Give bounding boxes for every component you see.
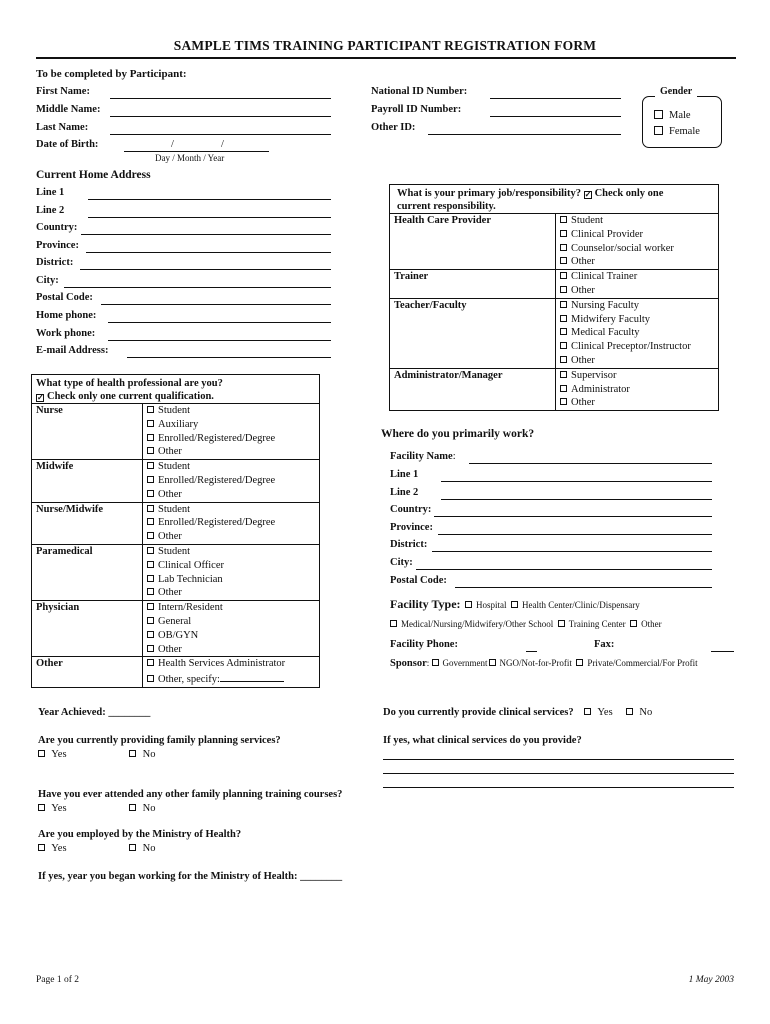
checkbox-icon[interactable]: [511, 601, 518, 608]
job-options: [556, 270, 719, 299]
job-option[interactable]: Counselor/social worker: [560, 242, 714, 256]
sponsor-row: Sponsor: Government NGO/Not-for-Profit Private/Commercial/For Profit: [390, 658, 698, 669]
job-option[interactable]: Administrator: [560, 383, 714, 397]
work-city-label: City:: [390, 557, 413, 568]
job-option[interactable]: Clinical Preceptor/Instructor: [560, 340, 714, 354]
job-question-cell: [390, 185, 719, 214]
gender-box: [642, 96, 722, 148]
checkbox-icon[interactable]: [560, 286, 567, 293]
hp-option[interactable]: Auxiliary: [147, 418, 315, 432]
hp-options: [143, 502, 320, 544]
hp-option[interactable]: Lab Technician: [147, 573, 315, 587]
district-field[interactable]: [80, 269, 331, 270]
checkbox-icon[interactable]: [147, 645, 154, 652]
checkbox-icon[interactable]: [147, 631, 154, 638]
country-label: Country:: [36, 222, 78, 233]
hp-option[interactable]: Enrolled/Registered/Degree: [147, 432, 315, 446]
hp-options: [143, 544, 320, 600]
hp-option[interactable]: Other: [147, 530, 315, 544]
checkbox-icon[interactable]: [147, 675, 154, 682]
checkbox-icon[interactable]: [147, 603, 154, 610]
facility-type-row: Facility Type: Hospital Health Center/Clinic/Dispensary: [390, 597, 640, 611]
job-row: [390, 214, 719, 270]
hp-category: Other: [32, 657, 143, 688]
hp-option[interactable]: Enrolled/Registered/Degree: [147, 516, 315, 530]
other-id-label: Other ID:: [371, 122, 416, 133]
hp-options: [143, 404, 320, 460]
checkbox-icon[interactable]: [432, 659, 439, 666]
facility-phone-field[interactable]: [526, 651, 537, 652]
checkbox-icon[interactable]: [129, 804, 136, 811]
job-options: [556, 368, 719, 410]
payroll-id-field[interactable]: [490, 116, 621, 117]
job-row: [390, 298, 719, 368]
address-line2-field[interactable]: [88, 217, 331, 218]
address-line1-label: Line 1: [36, 187, 65, 198]
checkbox-icon[interactable]: [584, 708, 591, 715]
checkbox-icon[interactable]: [147, 434, 154, 441]
hp-options: [143, 460, 320, 502]
hp-row: [32, 544, 320, 600]
checkbox-icon[interactable]: [626, 708, 633, 715]
work-district-field[interactable]: [432, 551, 712, 552]
checkbox-icon[interactable]: [465, 601, 472, 608]
work-heading: Where do you primarily work?: [381, 428, 535, 440]
checkbox-icon[interactable]: [147, 518, 154, 525]
hp-option[interactable]: Intern/Resident: [147, 601, 315, 615]
checkbox-icon[interactable]: [147, 532, 154, 539]
hp-option[interactable]: OB/GYN: [147, 629, 315, 643]
job-options: [556, 214, 719, 270]
checkbox-icon[interactable]: [147, 588, 154, 595]
country-field[interactable]: [81, 234, 331, 235]
checkbox-icon[interactable]: [147, 575, 154, 582]
checkbox-icon[interactable]: [560, 272, 567, 279]
national-id-label: National ID Number:: [371, 86, 468, 97]
home-address-heading: Current Home Address: [36, 169, 151, 181]
job-option[interactable]: Other: [560, 284, 714, 298]
other-specify-field[interactable]: [220, 671, 284, 682]
hp-option[interactable]: Other: [147, 445, 315, 459]
checkbox-icon[interactable]: [560, 230, 567, 237]
job-option[interactable]: Midwifery Faculty: [560, 313, 714, 327]
gender-label: Gender: [655, 86, 697, 97]
dob-label: Date of Birth:: [36, 139, 99, 150]
job-option[interactable]: Student: [560, 214, 714, 228]
work-country-label: Country:: [390, 504, 432, 515]
checked-box-icon: ✓: [584, 190, 592, 199]
health-professional-table: [31, 374, 320, 688]
checkbox-icon[interactable]: [576, 659, 583, 666]
hp-row: [32, 502, 320, 544]
work-phone-label: Work phone:: [36, 328, 96, 339]
hp-option[interactable]: Student: [147, 545, 315, 559]
clinical-services-question: Do you currently provide clinical services?: [383, 707, 574, 718]
work-line2-label: Line 2: [390, 487, 419, 498]
hp-option[interactable]: Other: [147, 488, 315, 502]
clinical-services-field-3[interactable]: [383, 787, 734, 788]
job-option[interactable]: Clinical Provider: [560, 228, 714, 242]
checkbox-icon[interactable]: [558, 620, 565, 627]
email-label: E-mail Address:: [36, 345, 109, 356]
dob-separator: /: [221, 139, 224, 150]
last-name-field[interactable]: [110, 134, 331, 135]
email-field[interactable]: [127, 357, 331, 358]
city-field[interactable]: [64, 287, 331, 288]
checkbox-icon[interactable]: [38, 844, 45, 851]
fax-field[interactable]: [711, 651, 734, 652]
hp-row: [32, 460, 320, 502]
facility-name-field[interactable]: [469, 463, 712, 464]
hp-option[interactable]: Other: [147, 643, 315, 657]
hp-row: [32, 404, 320, 460]
health-prof-question: What type of health professional are you?: [36, 378, 223, 389]
hp-option[interactable]: Health Services Administrator: [147, 657, 315, 671]
facility-type-row-2: Medical/Nursing/Midwifery/Other School Training Center Other: [390, 619, 662, 629]
job-question: What is your primary job/responsibility?: [397, 188, 581, 199]
hp-option[interactable]: Student: [147, 460, 315, 474]
work-line2-field[interactable]: [441, 499, 712, 500]
postal-code-label: Postal Code:: [36, 292, 93, 303]
checkbox-icon[interactable]: [147, 447, 154, 454]
job-category: Trainer: [390, 270, 556, 299]
job-category: Teacher/Faculty: [390, 298, 556, 368]
work-district-label: District:: [390, 539, 428, 550]
facility-name-label: Facility Name:: [390, 451, 456, 462]
clinical-services-field-2[interactable]: [383, 773, 734, 774]
home-phone-field[interactable]: [108, 322, 331, 323]
checkbox-icon[interactable]: [147, 561, 154, 568]
health-prof-question-cell: [32, 375, 320, 404]
job-option[interactable]: Medical Faculty: [560, 326, 714, 340]
instruction-heading: To be completed by Participant:: [36, 68, 187, 80]
checkbox-icon[interactable]: [560, 328, 567, 335]
work-postal-label: Postal Code:: [390, 575, 447, 586]
checkbox-icon[interactable]: [560, 216, 567, 223]
home-phone-label: Home phone:: [36, 310, 97, 321]
checkbox-icon[interactable]: [560, 244, 567, 251]
last-name-label: Last Name:: [36, 122, 89, 133]
checkbox-icon[interactable]: [147, 547, 154, 554]
hp-option[interactable]: Other: [147, 586, 315, 600]
gender-female-option[interactable]: Female: [654, 126, 700, 137]
job-option[interactable]: Supervisor: [560, 369, 714, 383]
job-option[interactable]: Other: [560, 354, 714, 368]
payroll-id-label: Payroll ID Number:: [371, 104, 462, 115]
work-line1-field[interactable]: [441, 481, 712, 482]
dob-hint: Day / Month / Year: [155, 153, 225, 163]
fp-services-no[interactable]: No: [129, 749, 155, 760]
checkbox-icon[interactable]: [560, 342, 567, 349]
province-field[interactable]: [86, 252, 331, 253]
checkbox-icon[interactable]: [654, 126, 663, 135]
job-instruction: Check only one: [594, 188, 664, 199]
checkbox-icon[interactable]: [630, 620, 637, 627]
hp-row: [32, 657, 320, 688]
checkbox-icon[interactable]: [147, 505, 154, 512]
job-option[interactable]: Nursing Faculty: [560, 299, 714, 313]
fp-training-no[interactable]: No: [129, 803, 155, 814]
hp-category: Midwife: [32, 460, 143, 502]
hp-category: Nurse: [32, 404, 143, 460]
hp-option[interactable]: Enrolled/Registered/Degree: [147, 474, 315, 488]
checkbox-icon[interactable]: [560, 315, 567, 322]
checkbox-icon[interactable]: [560, 301, 567, 308]
moh-no[interactable]: No: [129, 843, 155, 854]
gender-male-option[interactable]: Male: [654, 110, 691, 121]
job-category: Health Care Provider: [390, 214, 556, 270]
page-number: Page 1 of 2: [36, 975, 80, 985]
fp-training-question: Have you ever attended any other family planning training courses?: [38, 789, 343, 800]
footer-date: 1 May 2003: [688, 975, 734, 985]
hp-option[interactable]: Student: [147, 503, 315, 517]
checkbox-icon[interactable]: [147, 476, 154, 483]
title-divider: [36, 57, 736, 59]
checkbox-icon[interactable]: [129, 844, 136, 851]
checkbox-icon[interactable]: [38, 804, 45, 811]
fp-services-yes[interactable]: Yes: [38, 749, 67, 760]
checkbox-icon[interactable]: [560, 356, 567, 363]
job-responsibility-table: [389, 184, 719, 411]
fp-services-question: Are you currently providing family planning services?: [38, 735, 281, 746]
district-label: District:: [36, 257, 74, 268]
work-city-field[interactable]: [416, 569, 712, 570]
hp-options: [143, 601, 320, 657]
checkbox-icon[interactable]: [147, 490, 154, 497]
hp-row: [32, 601, 320, 657]
checkbox-icon[interactable]: [147, 406, 154, 413]
postal-code-field[interactable]: [101, 304, 331, 305]
moh-year[interactable]: If yes, year you began working for the Ministry of Health: ________: [38, 871, 343, 882]
hp-category: Nurse/Midwife: [32, 502, 143, 544]
hp-options: [143, 657, 320, 688]
middle-name-label: Middle Name:: [36, 104, 101, 115]
first-name-label: First Name:: [36, 86, 90, 97]
checkbox-icon[interactable]: [147, 462, 154, 469]
checkbox-icon[interactable]: [489, 659, 496, 666]
facility-type-label: Facility Type:: [390, 597, 461, 611]
job-option[interactable]: Other: [560, 396, 714, 410]
middle-name-field[interactable]: [110, 116, 331, 117]
checkbox-icon[interactable]: [147, 617, 154, 624]
fax-label: Fax:: [594, 639, 615, 650]
city-label: City:: [36, 275, 59, 286]
checkbox-icon[interactable]: [129, 750, 136, 757]
hp-category: Paramedical: [32, 544, 143, 600]
job-row: [390, 270, 719, 299]
page-title: SAMPLE TIMS TRAINING PARTICIPANT REGISTRATION FORM: [173, 38, 597, 53]
checkbox-icon[interactable]: [654, 110, 663, 119]
first-name-field[interactable]: [110, 98, 331, 99]
job-option[interactable]: Other: [560, 255, 714, 269]
checkbox-icon[interactable]: [560, 371, 567, 378]
facility-phone-label: Facility Phone:: [390, 639, 458, 650]
hp-option[interactable]: General: [147, 615, 315, 629]
national-id-field[interactable]: [490, 98, 621, 99]
clinical-services-field-1[interactable]: [383, 759, 734, 760]
work-country-field[interactable]: [434, 516, 712, 517]
checkbox-icon[interactable]: [560, 385, 567, 392]
moh-yes[interactable]: Yes: [38, 843, 67, 854]
work-province-label: Province:: [390, 522, 433, 533]
dob-field[interactable]: [124, 151, 269, 152]
sponsor-label: Sponsor: [390, 658, 427, 669]
health-prof-instruction: Check only one current qualification.: [47, 391, 214, 402]
dob-separator: /: [171, 139, 174, 150]
job-options: [556, 298, 719, 368]
work-province-field[interactable]: [438, 534, 712, 535]
job-option[interactable]: Clinical Trainer: [560, 270, 714, 284]
checkbox-icon[interactable]: [560, 398, 567, 405]
work-line1-label: Line 1: [390, 469, 419, 480]
year-achieved[interactable]: Year Achieved: ________: [38, 707, 151, 718]
address-line2-label: Line 2: [36, 205, 65, 216]
checkbox-icon[interactable]: [560, 257, 567, 264]
hp-option[interactable]: Other, specify:: [147, 671, 315, 687]
clinical-services-which: If yes, what clinical services do you provide?: [383, 735, 582, 746]
checked-box-icon: ✓: [37, 393, 44, 402]
hp-option[interactable]: Clinical Officer: [147, 559, 315, 573]
checkbox-icon[interactable]: [147, 420, 154, 427]
other-id-field[interactable]: [428, 134, 621, 135]
job-instruction-2: current responsibility.: [397, 201, 496, 212]
checkbox-icon[interactable]: [390, 620, 397, 627]
hp-category: Physician: [32, 601, 143, 657]
address-line1-field[interactable]: [88, 199, 331, 200]
hp-option[interactable]: Student: [147, 404, 315, 418]
fp-training-yes[interactable]: Yes: [38, 803, 67, 814]
work-phone-field[interactable]: [108, 340, 331, 341]
moh-question: Are you employed by the Ministry of Health?: [38, 829, 242, 840]
job-category: Administrator/Manager: [390, 368, 556, 410]
work-postal-field[interactable]: [455, 587, 712, 588]
checkbox-icon[interactable]: [38, 750, 45, 757]
checkbox-icon[interactable]: [147, 659, 154, 666]
province-label: Province:: [36, 240, 79, 251]
job-row: [390, 368, 719, 410]
clinical-services-row: Do you currently provide clinical services? Yes No: [383, 707, 653, 718]
